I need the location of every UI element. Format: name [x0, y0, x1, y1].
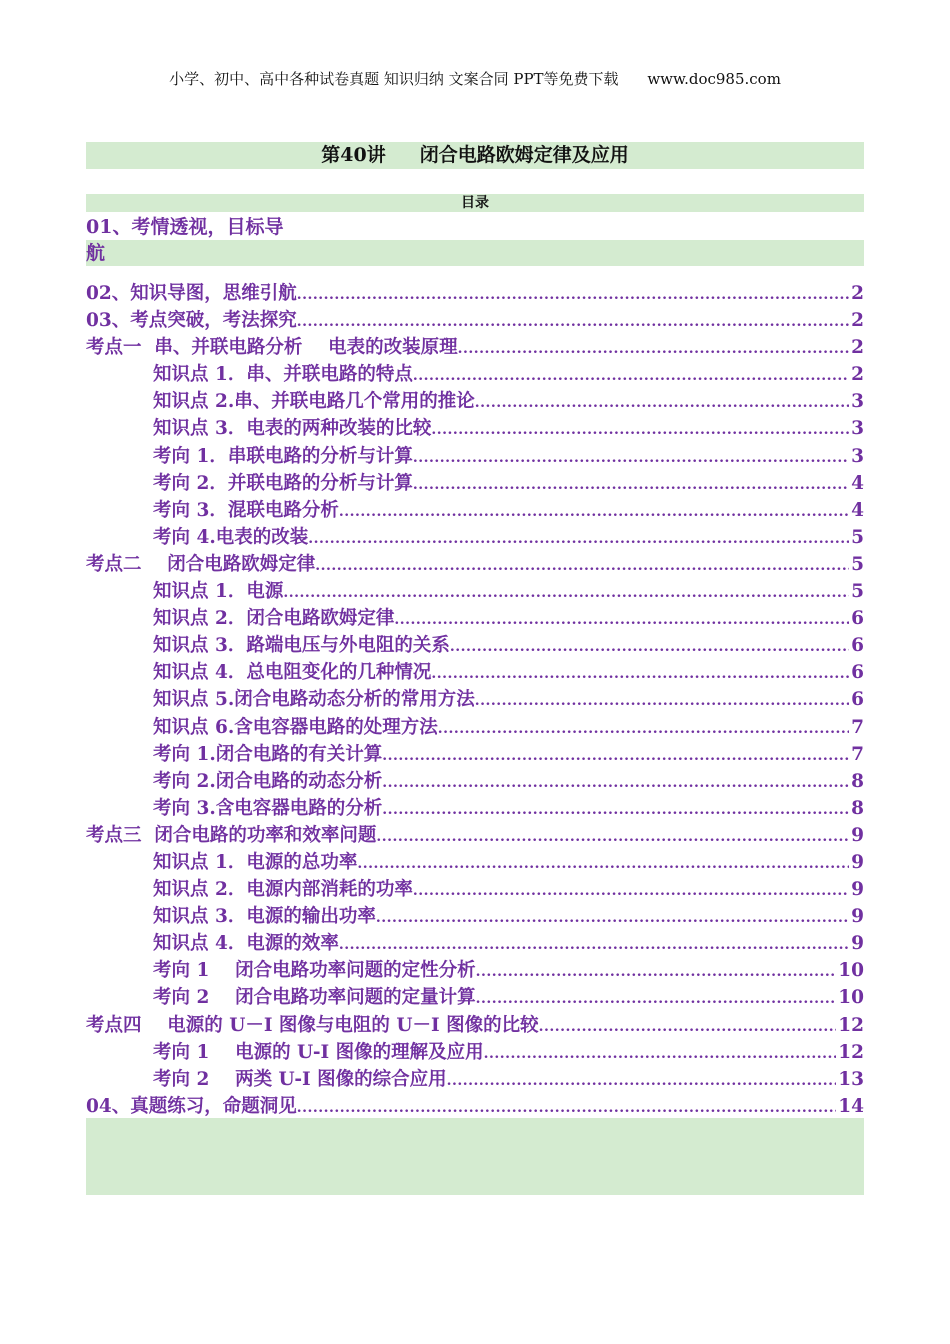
toc-entry[interactable]	[86, 822, 864, 849]
toc-leader	[413, 472, 849, 499]
toc-page: 5	[851, 581, 864, 603]
toc-entry-text: 考向 3．混联电路分析	[153, 499, 339, 521]
toc-page: 3	[851, 418, 864, 440]
toc-entry[interactable]	[86, 1039, 864, 1066]
toc-entry[interactable]	[86, 578, 864, 605]
toc-leader	[376, 905, 849, 932]
toc-entry-text: 知识点 1．电源	[153, 581, 284, 603]
toc-leader	[382, 797, 849, 824]
header-text: 小学、初中、高中各种试卷真题 知识归纳 文案合同 PPT等免费下载	[169, 70, 619, 88]
toc-page: 6	[851, 608, 864, 630]
toc-entry-text: 考向 2 两类 U-I 图像的综合应用	[153, 1068, 447, 1090]
toc-page: 9	[851, 879, 864, 901]
toc-entry[interactable]	[86, 280, 864, 307]
lecture-topic: 闭合电路欧姆定律及应用	[419, 144, 629, 166]
toc-entry[interactable]	[86, 849, 864, 876]
toc-entry-01[interactable]	[86, 214, 864, 266]
toc-entry[interactable]	[86, 388, 864, 415]
toc-entry-text: 02、知识导图，思维引航	[86, 283, 297, 304]
toc-leader	[339, 499, 849, 526]
toc-entry[interactable]	[86, 714, 864, 741]
toc-entry[interactable]	[86, 957, 864, 984]
toc-entry-text: 知识点 2.串、并联电路几个常用的推论	[153, 391, 475, 413]
toc-page: 6	[851, 635, 864, 657]
toc-entry-text: 考向 2 闭合电路功率问题的定量计算	[153, 987, 476, 1009]
toc-page: 7	[851, 716, 864, 738]
toc-page: 2	[851, 337, 864, 359]
toc-page: 8	[851, 797, 864, 819]
toc-entry-text: 知识点 3．电表的两种改装的比较	[153, 418, 432, 440]
toc-page: 6	[851, 689, 864, 711]
toc-page: 6	[851, 662, 864, 684]
toc-leader	[413, 878, 849, 905]
toc-leader	[431, 661, 849, 688]
toc-leader	[413, 445, 849, 472]
toc-entry-text: 考向 4.电表的改装	[153, 526, 309, 548]
toc-page: 8	[851, 770, 864, 792]
toc-entry[interactable]	[86, 334, 864, 361]
toc-page: 3	[851, 445, 864, 467]
toc-leader	[484, 1041, 837, 1068]
toc-leader	[308, 526, 849, 553]
toc-entry-text: 考点四 电源的 U－I 图像与电阻的 U－I 图像的比较	[86, 1014, 539, 1036]
toc-entry[interactable]	[86, 876, 864, 903]
toc-entry-text: 考点一 串、并联电路分析 电表的改装原理	[86, 337, 458, 359]
toc-page: 7	[851, 743, 864, 765]
toc-page: 10	[838, 987, 864, 1009]
toc-entry-text: 考向 2.闭合电路的动态分析	[153, 770, 383, 792]
toc-entry[interactable]	[86, 632, 864, 659]
toc-leader	[475, 688, 849, 715]
toc-leader	[447, 1068, 837, 1095]
toc-leader	[438, 716, 849, 743]
toc-entry-text: 知识点 5.闭合电路动态分析的常用方法	[153, 689, 475, 711]
toc-entry[interactable]	[86, 307, 864, 334]
toc-entry[interactable]	[86, 930, 864, 957]
toc-entry[interactable]	[86, 1012, 864, 1039]
toc-page: 2	[851, 310, 864, 332]
toc-entry[interactable]	[86, 984, 864, 1011]
toc-leader	[476, 986, 837, 1013]
toc-entry-text: 考点三 闭合电路的功率和效率问题	[86, 824, 377, 846]
toc-page: 5	[851, 526, 864, 548]
toc-entry[interactable]	[86, 415, 864, 442]
header-site[interactable]: www.doc985.com	[647, 70, 781, 88]
toc-leader	[339, 932, 849, 959]
lecture-number: 第40讲	[321, 144, 386, 166]
toc-entry-text: 知识点 6.含电容器电路的处理方法	[153, 716, 438, 738]
toc-entry[interactable]	[86, 551, 864, 578]
toc-leader	[382, 743, 849, 770]
toc-leader	[539, 1014, 837, 1041]
toc-page: 9	[851, 824, 864, 846]
toc-entry-text: 知识点 4．电源的效率	[153, 933, 339, 955]
toc-heading: 目录	[86, 194, 864, 212]
toc-page: 5	[851, 553, 864, 575]
toc-entry-text: 考向 3.含电容器电路的分析	[153, 797, 383, 819]
toc-entry-text: 知识点 3．路端电压与外电阻的关系	[153, 635, 450, 657]
toc-entry[interactable]	[86, 497, 864, 524]
toc-page: 9	[851, 906, 864, 928]
toc-entry[interactable]	[86, 1066, 864, 1093]
toc-page: 14	[838, 1095, 864, 1117]
toc-leader	[357, 851, 849, 878]
toc-entry[interactable]	[86, 903, 864, 930]
toc-page: 3	[851, 391, 864, 413]
toc-leader	[458, 336, 849, 363]
toc-page: 9	[851, 851, 864, 873]
page-title	[86, 142, 864, 169]
toc-entry-text: 知识点 2．闭合电路欧姆定律	[153, 608, 395, 630]
toc-entry[interactable]	[86, 659, 864, 686]
toc-list	[86, 280, 864, 1120]
toc-entry-text: 知识点 1．电源的总功率	[153, 851, 358, 873]
toc-leader	[315, 553, 849, 580]
toc-entry-text: 知识点 3．电源的输出功率	[153, 906, 376, 928]
toc-leader	[283, 580, 849, 607]
toc-entry-text: 考向 1 闭合电路功率问题的定性分析	[153, 960, 476, 982]
toc-entry-text: 04、真题练习，命题洞见	[86, 1095, 297, 1117]
toc-entry-text: 考点二 闭合电路欧姆定律	[86, 553, 316, 575]
toc-leader	[376, 824, 849, 851]
toc-page: 2	[851, 364, 864, 386]
toc-entry[interactable]	[86, 443, 864, 470]
toc-entry-text: 考向 1.闭合电路的有关计算	[153, 743, 383, 765]
toc-page: 13	[838, 1068, 864, 1090]
toc-entry[interactable]	[86, 686, 864, 713]
toc-entry[interactable]	[86, 605, 864, 632]
toc-entry-text: 考向 1 电源的 U-I 图像的理解及应用	[153, 1041, 484, 1063]
toc-entry-text: 03、考点突破，考法探究	[86, 310, 297, 332]
toc-page: 4	[851, 499, 864, 521]
toc-page: 2	[851, 283, 864, 304]
toc-leader	[297, 309, 849, 336]
toc-entry[interactable]	[86, 524, 864, 551]
toc-entry-01-line1: 01、考情透视，目标导	[86, 216, 284, 238]
toc-entry[interactable]	[86, 470, 864, 497]
toc-entry-text: 考向 1．串联电路的分析与计算	[153, 445, 413, 467]
toc-page: 12	[838, 1014, 864, 1036]
toc-entry-01-line2: 航	[86, 240, 864, 266]
page-header	[0, 68, 950, 89]
toc-leader	[475, 390, 849, 417]
toc-page: 4	[851, 472, 864, 494]
toc-page: 12	[838, 1041, 864, 1063]
toc-entry-text: 知识点 1．串、并联电路的特点	[153, 364, 413, 386]
toc-entry[interactable]	[86, 361, 864, 388]
toc-leader	[382, 770, 849, 797]
toc-entry[interactable]	[86, 768, 864, 795]
toc-leader	[476, 959, 837, 986]
toc-page: 10	[838, 960, 864, 982]
toc-entry-text: 考向 2．并联电路的分析与计算	[153, 472, 413, 494]
toc-leader	[431, 417, 849, 444]
toc-leader	[394, 607, 849, 634]
bottom-shaded-block	[86, 1118, 864, 1195]
toc-entry[interactable]	[86, 1093, 864, 1120]
toc-leader	[297, 282, 849, 309]
toc-page: 9	[851, 933, 864, 955]
toc-entry[interactable]	[86, 741, 864, 768]
toc-leader	[413, 363, 849, 390]
toc-entry-text: 知识点 2．电源内部消耗的功率	[153, 879, 413, 901]
toc-entry-text: 知识点 4．总电阻变化的几种情况	[153, 662, 432, 684]
toc-leader	[450, 634, 849, 661]
toc-entry[interactable]	[86, 795, 864, 822]
